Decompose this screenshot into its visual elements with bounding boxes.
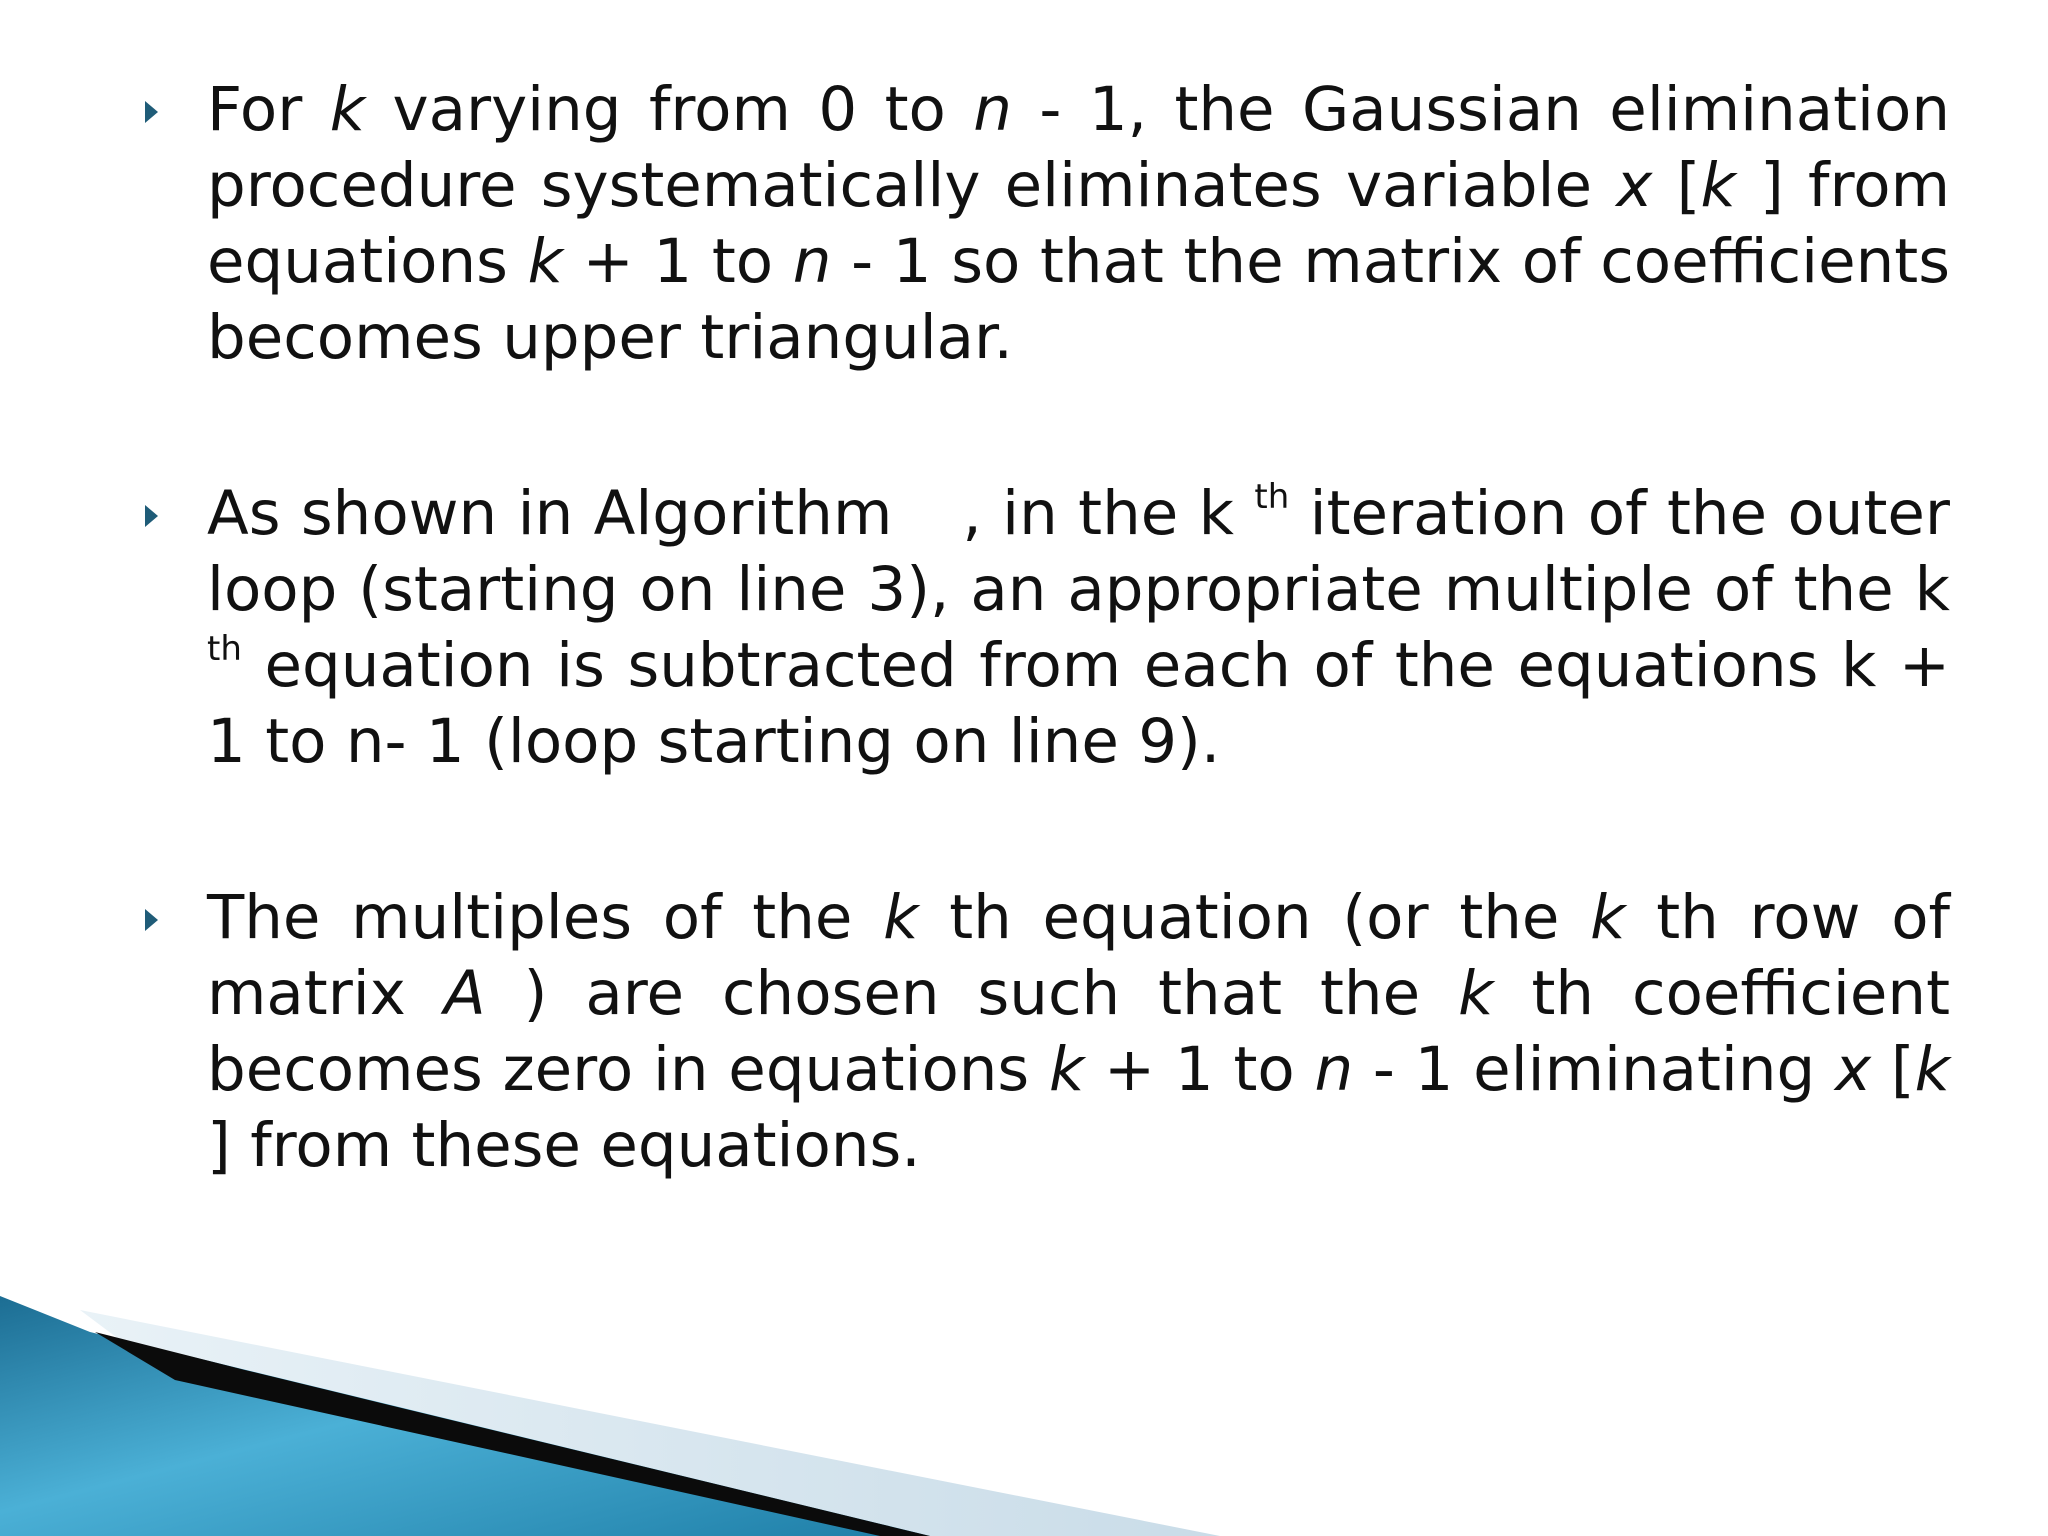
text: th coefficient becomes zero in equations — [207, 958, 1950, 1105]
text: th equation (or the — [918, 882, 1591, 953]
text: The multiples of the — [207, 882, 884, 953]
triangle-bullet-icon — [145, 101, 158, 123]
text: iteration of the outer loop (starting on line 3), an appropriate multiple of the k — [207, 478, 1950, 625]
math-var: k — [1458, 958, 1494, 1029]
superscript: th — [1254, 477, 1290, 517]
bullet-list — [145, 72, 1950, 1184]
text: [ — [1652, 150, 1701, 221]
math-var: n — [973, 74, 1012, 145]
bullet-item-2 — [145, 476, 1950, 780]
math-var: k — [329, 74, 366, 145]
math-var: k — [527, 226, 563, 297]
triangle-bullet-icon — [145, 505, 158, 527]
bullet-item-1 — [145, 72, 1950, 376]
math-var: x — [1616, 150, 1653, 221]
bullet-item-3 — [145, 880, 1950, 1184]
text: ] from these equations. — [207, 1110, 921, 1181]
math-var: n — [1314, 1034, 1354, 1105]
math-var: k — [1048, 1034, 1085, 1105]
text: equation is subtracted from each of the equations k + 1 to n- 1 (loop starting on line 9). — [207, 630, 1950, 777]
math-var: k — [1914, 1034, 1950, 1105]
text: , in the k — [962, 478, 1255, 549]
text: - 1, the Gaussian elimination procedure systematically eliminates variable — [207, 74, 1950, 221]
math-var: A — [443, 958, 486, 1029]
text: + 1 to — [1084, 1034, 1315, 1105]
text: As shown in Algorithm — [207, 478, 893, 549]
math-var: k — [883, 882, 919, 953]
math-var: k — [1590, 882, 1626, 953]
text: For — [207, 74, 330, 145]
math-var: k — [1700, 150, 1736, 221]
superscript: th — [207, 629, 242, 669]
text: + 1 to — [562, 226, 793, 297]
text: ) are chosen such that the — [485, 958, 1459, 1029]
decorative-swoosh — [0, 1280, 2048, 1536]
math-var: x — [1835, 1034, 1872, 1105]
math-var: n — [792, 226, 832, 297]
text: [ — [1871, 1034, 1915, 1105]
text: ] from equations — [207, 150, 1950, 297]
text: th row of matrix — [207, 882, 1950, 1029]
triangle-bullet-icon — [145, 909, 158, 931]
text: - 1 so that the matrix of coefficients becomes upper triangular. — [207, 226, 1950, 373]
text: varying from 0 to — [365, 74, 974, 145]
text: - 1 eliminating — [1353, 1034, 1835, 1105]
